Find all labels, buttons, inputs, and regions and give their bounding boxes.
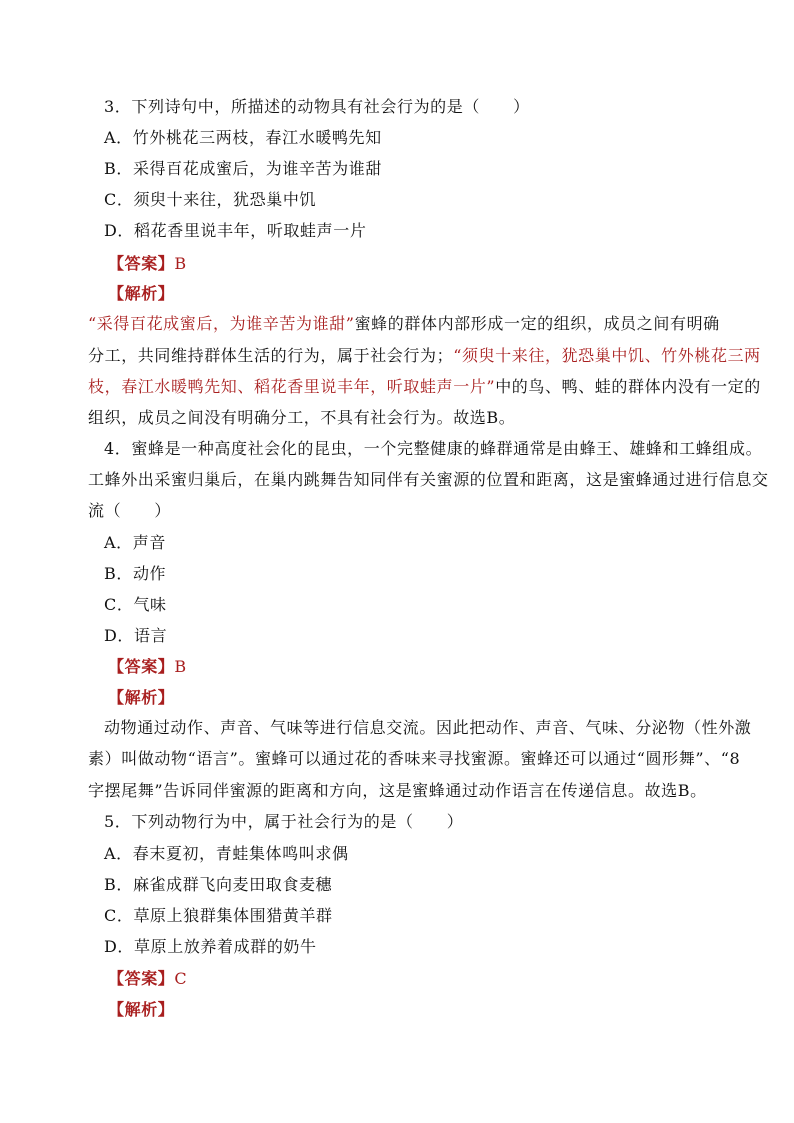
analysis-label: 【解析】	[108, 1000, 175, 1019]
question-5-option-a: A．春末夏初，青蛙集体鸣叫求偶	[104, 844, 349, 863]
quote-text: 枝，春江水暖鸭先知、稻花香里说丰年，听取蛙声一片”	[88, 377, 496, 396]
question-3-analysis-line-1	[88, 314, 720, 334]
question-5-option-c: C．草原上狼群集体围猎黄羊群	[104, 906, 333, 925]
analysis-text: 分工，共同维持群体生活的行为，属于社会行为；	[88, 346, 454, 365]
question-5-option-d: D．草原上放养着成群的奶牛	[104, 937, 317, 956]
question-3-answer	[108, 254, 187, 274]
question-3-analysis-line-2	[88, 346, 761, 366]
answer-label: 【答案】	[108, 969, 175, 988]
question-4-option-d: D．语言	[104, 626, 168, 645]
question-3-analysis-line-3	[88, 377, 761, 397]
question-4-analysis-line-3: 字摆尾舞”告诉同伴蜜源的距离和方向，这是蜜蜂通过动作语言在传递信息。故选B。	[88, 781, 707, 800]
question-5-stem: 5．下列动物行为中，属于社会行为的是（ ）	[104, 812, 464, 831]
question-4-stem-line-2: 工蜂外出采蜜归巢后，在巢内跳舞告知同伴有关蜜源的位置和距离，这是蜜蜂通过进行信息交	[88, 470, 769, 489]
question-4-stem-line-3: 流（ ）	[88, 501, 172, 520]
question-5-option-b: B．麻雀成群飞向麦田取食麦穗	[104, 875, 333, 894]
question-3-analysis-line-4: 组织，成员之间没有明确分工，不具有社会行为。故选B。	[88, 408, 516, 427]
question-4-answer	[108, 657, 187, 677]
question-3-option-a: A．竹外桃花三两枝，春江水暖鸭先知	[104, 128, 382, 147]
question-4-stem-line-1: 4．蜜蜂是一种高度社会化的昆虫，一个完整健康的蜂群通常是由蜂王、雄蜂和工蜂组成。	[104, 439, 763, 458]
question-3-stem: 3．下列诗句中，所描述的动物具有社会行为的是（ ）	[104, 97, 530, 116]
question-5-analysis-label	[108, 1000, 174, 1020]
question-4-analysis-line-1: 动物通过动作、声音、气味等进行信息交流。因此把动作、声音、气味、分泌物（性外激	[104, 718, 752, 737]
question-3-option-c: C．须臾十来往，犹恐巢中饥	[104, 190, 317, 209]
analysis-label: 【解析】	[108, 284, 175, 303]
question-4-option-c: C．气味	[104, 595, 167, 614]
quote-text: “采得百花成蜜后，为谁辛苦为谁甜”	[88, 314, 355, 333]
answer-value: B	[174, 254, 187, 273]
quote-text: “须臾十来往，犹恐巢中饥、竹外桃花三两	[453, 346, 761, 365]
question-3-option-b: B．采得百花成蜜后，为谁辛苦为谁甜	[104, 159, 382, 178]
question-3-analysis-label	[108, 284, 174, 304]
answer-label: 【答案】	[108, 657, 175, 676]
analysis-text: 蜜蜂的群体内部形成一定的组织，成员之间有明确	[354, 314, 720, 333]
answer-label: 【答案】	[108, 254, 175, 273]
question-3-option-d: D．稻花香里说丰年，听取蛙声一片	[104, 221, 367, 240]
answer-value: B	[174, 657, 187, 676]
question-4-option-b: B．动作	[104, 564, 167, 583]
question-4-analysis-line-2: 素）叫做动物“语言”。蜜蜂可以通过花的香味来寻找蜜源。蜜蜂还可以通过“圆形舞”、“8	[88, 749, 741, 768]
answer-value: C	[174, 969, 188, 988]
question-5-answer	[108, 969, 187, 989]
analysis-label: 【解析】	[108, 688, 175, 707]
analysis-text: 中的鸟、鸭、蛙的群体内没有一定的	[495, 377, 761, 396]
question-4-option-a: A．声音	[104, 533, 166, 552]
question-4-analysis-label	[108, 688, 174, 708]
